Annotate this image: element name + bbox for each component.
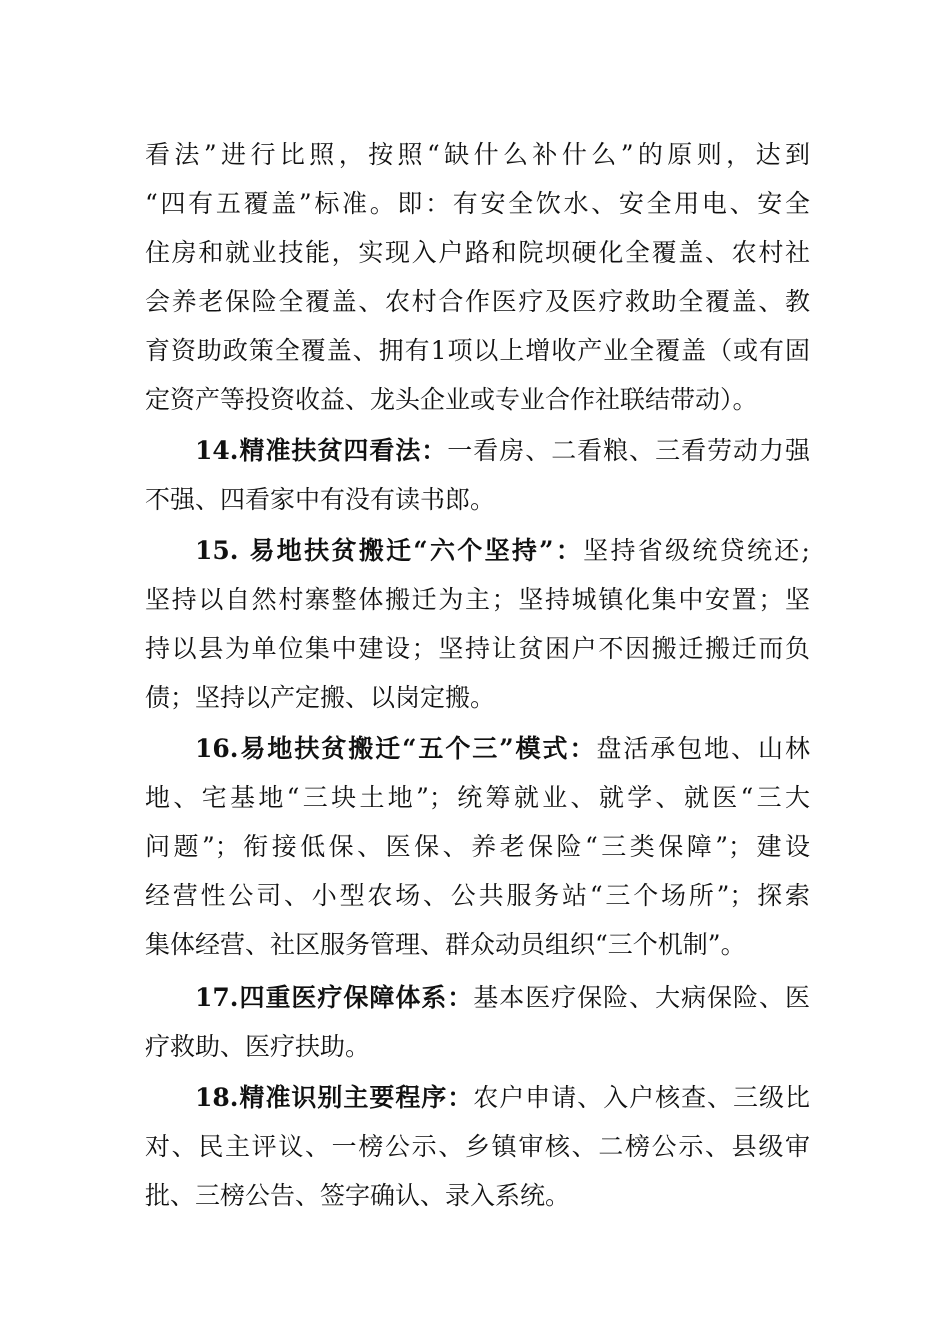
item-16-heading: 16.易地扶贫搬迁“五个三”模式： (195, 734, 597, 763)
item-16-first-line (195, 731, 810, 767)
body-text-line: 定资产等投资收益、龙头企业或专业合作社联结带动）。 (145, 385, 758, 414)
body-text-line: 会养老保险全覆盖、农村合作医疗及医疗救助全覆盖、教 (145, 287, 810, 316)
body-text-line: 批、三榜公告、签字确认、录入系统。 (145, 1181, 571, 1210)
item-18-heading: 18.精准识别主要程序： (195, 1083, 474, 1112)
item-15-heading: 15. 易地扶贫搬迁“六个坚持”： (195, 536, 584, 565)
body-text-line: 住房和就业技能，实现入户路和院坝硬化全覆盖、农村社 (145, 238, 810, 267)
item-16-text: 盘活承包地、山林 (596, 734, 810, 763)
item-17-first-line (195, 980, 810, 1016)
body-text-line: 不强、四看家中有没有读书郎。 (145, 485, 496, 514)
item-14-heading: 14.精准扶贫四看法： (195, 436, 448, 465)
item-17-heading: 17.四重医疗保障体系： (195, 983, 474, 1012)
item-17-text: 基本医疗保险、大病保险、医 (473, 983, 810, 1012)
item-18-first-line (195, 1080, 810, 1116)
body-text-line: 疗救助、医疗扶助。 (145, 1032, 371, 1061)
body-text-line: 集体经营、社区服务管理、群众动员组织“三个机制”。 (145, 930, 746, 959)
item-14-first-line (195, 433, 810, 469)
item-15-text: 坚持省级统贷统还; (583, 536, 810, 565)
item-18-text: 农户申请、入户核查、三级比 (473, 1083, 810, 1112)
item-14-text: 一看房、二看粮、三看劳动力强 (447, 436, 810, 465)
body-text-line: “四有五覆盖”标准。即：有安全饮水、安全用电、安全 (145, 189, 810, 218)
body-text-line: 经营性公司、小型农场、公共服务站“三个场所”；探索 (145, 881, 810, 910)
body-text-line: 看法”进行比照，按照“缺什么补什么”的原则，达到 (145, 140, 810, 169)
body-text-line: 坚持以自然村寨整体搬迁为主；坚持城镇化集中安置；坚 (145, 585, 810, 614)
body-text-line: 对、民主评议、一榜公示、乡镇审核、二榜公示、县级审 (145, 1132, 810, 1161)
item-15-first-line (195, 533, 810, 569)
body-text-line: 育资助政策全覆盖、拥有1项以上增收产业全覆盖（或有固 (145, 336, 810, 365)
body-text-line: 问题”；衔接低保、医保、养老保险“三类保障”；建设 (145, 832, 810, 861)
body-text-line: 地、宅基地“三块土地”；统筹就业、就学、就医“三大 (145, 783, 810, 812)
body-text-line: 债；坚持以产定搬、以岗定搬。 (145, 683, 496, 712)
body-text-line: 持以县为单位集中建设；坚持让贫困户不因搬迁搬迁而负 (145, 634, 810, 663)
